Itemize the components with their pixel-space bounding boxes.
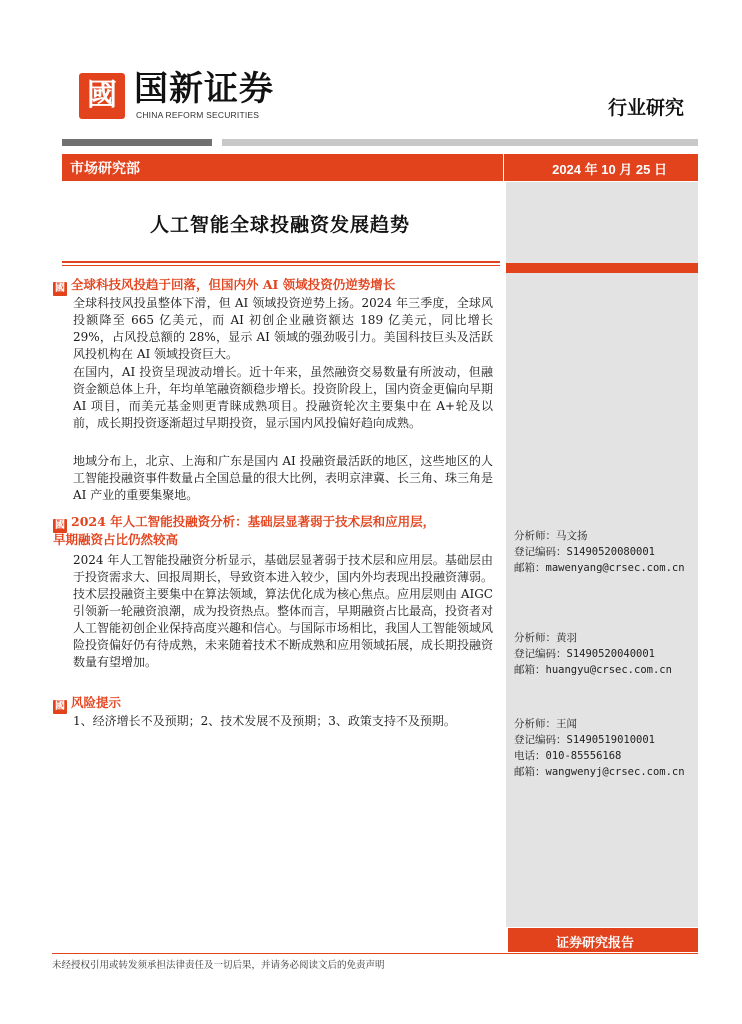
report-type: 行业研究	[607, 97, 684, 119]
section-bullet-icon: 國	[55, 520, 65, 531]
analyst-name: 分析师：黄羽	[514, 632, 577, 644]
title-rule	[62, 261, 500, 263]
section-heading-3	[53, 694, 121, 714]
section-2-paragraph-1: 2024 年人工智能投融资分析显示，基础层显著弱于技术层和应用层。基础层由于投资需求大、回报周期长，导致资本进入较少，国内外均表现出投融资薄弱。技术层投融资主要集中在算法领域，算法优化成为核心焦点。应用层则由 AIGC 引领新一轮融资浪潮，成为投资热点。整体而言，早期融资占比最高，投资者对人工智能初创企业保持高度兴趣和信心。与国际市场相比，我国人工智能领域风险投资偏好仍有待成熟，未来随着技术不断成熟和应用领域拓展，成长期投融资数量有望增加。	[73, 553, 494, 669]
footer-rule	[52, 953, 698, 954]
title-rule-thin	[62, 265, 500, 266]
company-name-cn: 国新证券	[134, 69, 274, 109]
analyst-email[interactable]: 邮箱：mawenyang@crsec.com.cn	[514, 562, 685, 574]
section-3-paragraph-1: 1、经济增长不及预期；2、技术发展不及预期；3、政策支持不及预期。	[73, 714, 456, 728]
section-heading-text: 2024 年人工智能投融资分析：基础层显著弱于技术层和应用层，	[71, 514, 436, 529]
company-name-en: CHINA REFORM SECURITIES	[136, 110, 260, 120]
section-heading-text: 全球科技风投趋于回落，但国内外 AI 领域投资仍逆势增长	[71, 277, 396, 292]
sidebar-accent-bar	[506, 263, 698, 273]
analyst-card	[514, 716, 685, 780]
section-1-paragraph-2: 在国内，AI 投资呈现波动增长。近十年来，虽然融资交易数量有所波动，但融资金额总体上升，年均单笔融资额稳步增长。投资阶段上，国内资金更偏向早期 AI 项目，而美元基金则更青睐成熟项目。投融资轮次主要集中在 A+轮及以前，成长期投资逐渐超过早期投资，显示国内风投偏好趋向成熟。	[73, 365, 494, 430]
analyst-registration: 登记编码：S1490520080001	[514, 546, 656, 558]
report-badge-label: 证券研究报告	[556, 936, 635, 951]
report-date: 2024 年 10 月 25 日	[552, 162, 667, 177]
footer-disclaimer: 未经授权引用或转发须承担法律责任及一切后果，并请务必阅读文后的免责声明	[52, 960, 385, 971]
logo-glyph: 國	[87, 78, 117, 113]
department-band	[62, 154, 698, 181]
analyst-registration: 登记编码：S1490519010001	[514, 734, 656, 746]
section-heading-text: 风险提示	[71, 695, 122, 710]
section-1-paragraph-3: 地域分布上，北京、上海和广东是国内 AI 投融资最活跃的地区，这些地区的人工智能投融资事件数量占全国总量的很大比例，表明京津冀、长三角、珠三角是 AI 产业的重要集聚地。	[73, 454, 494, 502]
analyst-card	[514, 528, 685, 576]
analyst-name: 分析师：王闻	[514, 718, 577, 730]
header-rule-light	[222, 139, 698, 146]
analyst-phone: 电话：010-85556168	[514, 750, 622, 762]
report-title: 人工智能全球投融资发展趋势	[149, 214, 410, 236]
section-1-paragraph-1: 全球科技风投虽整体下滑，但 AI 领域投资逆势上扬。2024 年三季度，全球风投额降至 665 亿美元，而 AI 初创企业融资额达 189 亿美元，同比增长 29%，占风投总额的 28%，显示 AI 领域的强劲吸引力。美国科技巨头及活跃风投机构在 AI 领域投资巨大。	[73, 296, 493, 361]
section-bullet-icon: 國	[55, 283, 65, 294]
company-logo-mark	[79, 73, 125, 119]
department-label: 市场研究部	[70, 161, 140, 177]
header-rule-dark	[62, 139, 212, 146]
analyst-card	[514, 630, 672, 678]
analyst-registration: 登记编码：S1490520040001	[514, 648, 656, 660]
analyst-name: 分析师：马文扬	[514, 530, 588, 542]
band-divider	[503, 154, 504, 181]
section-heading-2-line-2: 早期融资占比仍然较高	[53, 532, 179, 547]
section-heading-2	[53, 513, 435, 533]
analyst-email[interactable]: 邮箱：huangyu@crsec.com.cn	[514, 664, 672, 676]
analyst-email[interactable]: 邮箱：wangwenyj@crsec.com.cn	[514, 766, 685, 778]
report-badge	[508, 928, 698, 952]
section-heading-1	[53, 276, 395, 296]
section-bullet-icon: 國	[55, 701, 65, 712]
